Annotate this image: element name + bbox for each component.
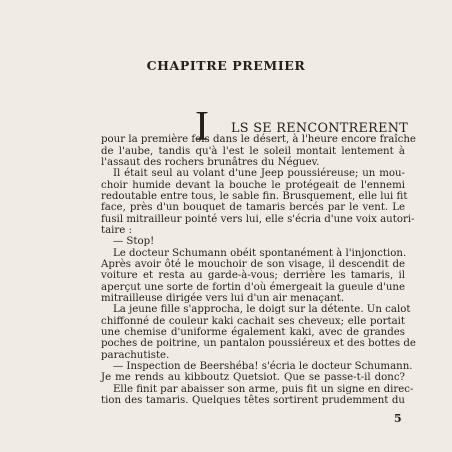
text-line: La jeune fille s'approcha, le doigt sur la détente. Un calot [113,304,411,316]
text-line: — Stop! [113,236,155,248]
text-line: fusil mitrailleur pointé vers lui, elle s'écria d'une voix autori- [101,213,415,225]
text-line: face, près d'un bouquet de tamaris bercés par le vent. Le [101,202,405,214]
text-line: taire : [101,225,132,236]
text-line: poches de poitrine, un pantalon poussiéreux et des bottes de [101,338,416,350]
text-line: LS SE RENCONTRERENT [231,121,409,136]
drop-cap: I [195,104,209,150]
text-line: voiture et resta au garde-à-vous; derrière les tamaris, il [101,270,405,282]
text-line: — Inspection de Beershéba! s'écria le docteur Schumann. [113,361,413,372]
text-line: Elle finit par abaisser son arme, puis fit un signe en direc- [113,383,414,395]
text-line: Le docteur Schumann obéit spontanément à l'injonction. [113,247,407,259]
text-line: choir humide devant la bouche le protégeait de l'ennemi [101,179,405,191]
page-number: 5 [394,412,402,425]
text-line: pour la première fois dans le désert, à l'heure encore fraîche [101,134,416,146]
text-line: une chemise d'uniforme également kaki, avec de grandes [101,327,405,338]
text-line: de l'aube, tandis qu'à l'est le soleil montait lentement à [101,145,405,157]
text-line: mitrailleuse dirigée vers lui d'un air menaçant. [101,293,345,304]
text-line: Je me rends au kibboutz Quetsiot. Que se passe-t-il donc? [101,372,405,384]
chapter-title: CHAPITRE PREMIER [146,58,306,73]
text-line: redoutable entre tous, le sable fin. Brusquement, elle lui fit [101,191,408,202]
text-line: l'assaut des rochers brunâtres du Néguev. [101,157,320,168]
text-line: tion des tamaris. Quelques têtes sortirent prudemment du [101,395,405,406]
text-line: chiffonné de couleur kaki cachait ses cheveux; elle portait [101,315,405,327]
text-line: Il était seul au volant d'une Jeep poussiéreuse; un mou- [113,168,405,180]
text-line: Après avoir ôté le mouchoir de son visage, il descendit de [101,259,405,270]
text-line: aperçut une sorte de fortin d'où émergeait la gueule d'une [101,281,405,293]
text-line: parachutiste. [101,349,170,361]
